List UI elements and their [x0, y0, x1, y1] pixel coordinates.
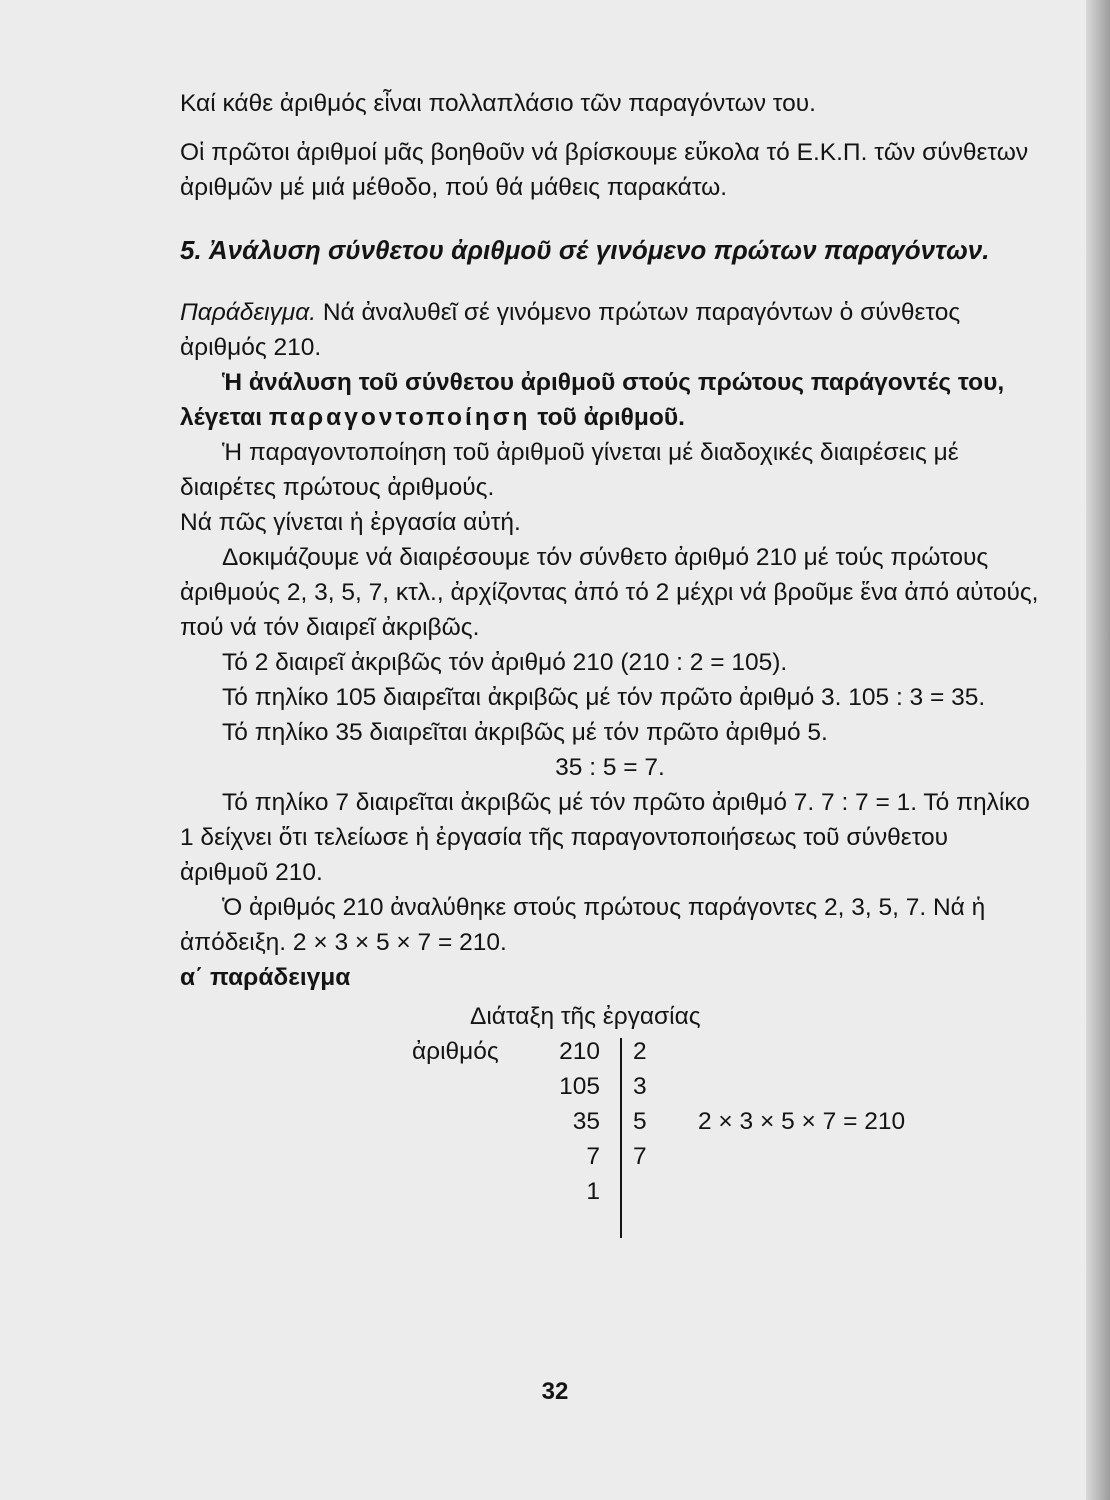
step-3-paragraph: Τό πηλίκο 105 διαιρεῖται ἀκριβῶς μέ τόν πρῶτο ἀριθμό 3. 105 : 3 = 35. — [222, 684, 986, 711]
step-7-paragraph: Τό πηλίκο 7 διαιρεῖται ἀκριβῶς μέ τόν πρῶτο ἀριθμό 7. 7 : 7 = 1. Τό πηλίκο 1 δείχνει ὅτι τελείωσε ἡ ἐργασία τῆς παραγοντοποιήσεως τοῦ σύνθετου ἀριθμοῦ 210. — [180, 789, 1030, 886]
factorization-table — [180, 1034, 1040, 1244]
how-line: Νά πῶς γίνεται ἡ ἐργασία αὐτή. — [180, 509, 521, 536]
quotient-cell: 7 — [586, 1143, 600, 1170]
product-equation: 2 × 3 × 5 × 7 = 210 — [698, 1108, 906, 1135]
page-number: 32 — [541, 1378, 569, 1405]
quotient-cell: 35 — [572, 1108, 600, 1135]
table-title: Διάταξη τῆς ἐργασίας — [470, 1003, 701, 1030]
table-row-label: ἀριθμός — [412, 1038, 499, 1065]
step-5-line: Τό πηλίκο 35 διαιρεῖται ἀκριβῶς μέ τόν πρῶτο ἀριθμό 5. — [222, 719, 828, 746]
example-paragraph — [180, 295, 1040, 365]
example-a-label: α΄ παράδειγμα — [180, 964, 351, 991]
example-text: Νά ἀναλυθεῖ σέ γινόμενο πρώτων παραγόντων ὁ σύνθετος ἀριθμός 210. — [180, 299, 961, 361]
intro-paragraph: Οἱ πρῶτοι ἀριθμοί μᾶς βοηθοῦν νά βρίσκουμε εὔκολα τό Ε.Κ.Π. τῶν σύνθετων ἀριθμῶν μέ μιά μέθοδο, πού θά μάθεις παρακάτω. — [180, 139, 1029, 201]
intro-line: Καί κάθε ἀριθμός εἶναι πολλαπλάσιο τῶν παραγόντων του. — [180, 90, 816, 117]
page-content — [180, 86, 1040, 1244]
definition-part-1: Ἡ ἀνάλυση τοῦ σύνθετου ἀριθμοῦ στούς πρώτους παράγοντές του, λέγεται — [180, 369, 1005, 431]
divisor-column — [633, 1034, 647, 1174]
step-2-line: Τό 2 διαιρεῖ ἀκριβῶς τόν ἀριθμό 210 (210 : 2 = 105). — [222, 649, 788, 676]
division-line — [620, 1038, 622, 1238]
divisor-cell: 5 — [633, 1108, 647, 1135]
definition-paragraph — [180, 365, 1040, 435]
section-heading: 5. Ἀνάλυση σύνθετου ἀριθμοῦ σέ γινόμενο πρώτων παραγόντων. — [180, 235, 990, 265]
quotient-cell: 210 — [559, 1038, 600, 1065]
divisor-cell: 7 — [633, 1143, 647, 1170]
definition-part-2: τοῦ ἀριθμοῦ. — [530, 404, 685, 431]
divisor-cell: 3 — [633, 1073, 647, 1100]
proof-paragraph: Ὁ ἀριθμός 210 ἀναλύθηκε στούς πρώτους παράγοντες 2, 3, 5, 7. Νά ἡ ἀπόδειξη. 2 × 3 × 5 × 7 = 210. — [180, 894, 986, 956]
example-label: Παράδειγμα. — [180, 299, 317, 326]
method-paragraph: Ἡ παραγοντοποίηση τοῦ ἀριθμοῦ γίνεται μέ διαδοχικές διαιρέσεις μέ διαιρέτες πρώτους ἀριθμούς. — [180, 439, 959, 501]
quotient-cell: 105 — [559, 1073, 600, 1100]
definition-term: παραγοντοποίηση — [268, 404, 531, 431]
try-divide-paragraph: Δοκιμάζουμε νά διαιρέσουμε τόν σύνθετο ἀριθμό 210 μέ τούς πρώτους ἀριθμούς 2, 3, 5, 7, κτλ., ἀρχίζοντας ἀπό τό 2 μέχρι νά βροῦμε ἕνα ἀπό αὐτούς, πού νά τόν διαιρεῖ ἀκριβῶς. — [180, 544, 1039, 641]
divisor-cell: 2 — [633, 1038, 647, 1065]
quotient-cell: 1 — [586, 1178, 600, 1205]
step-5-equation: 35 : 5 = 7. — [555, 754, 665, 781]
quotient-column — [559, 1034, 600, 1209]
page-edge-shadow — [1086, 0, 1110, 1500]
